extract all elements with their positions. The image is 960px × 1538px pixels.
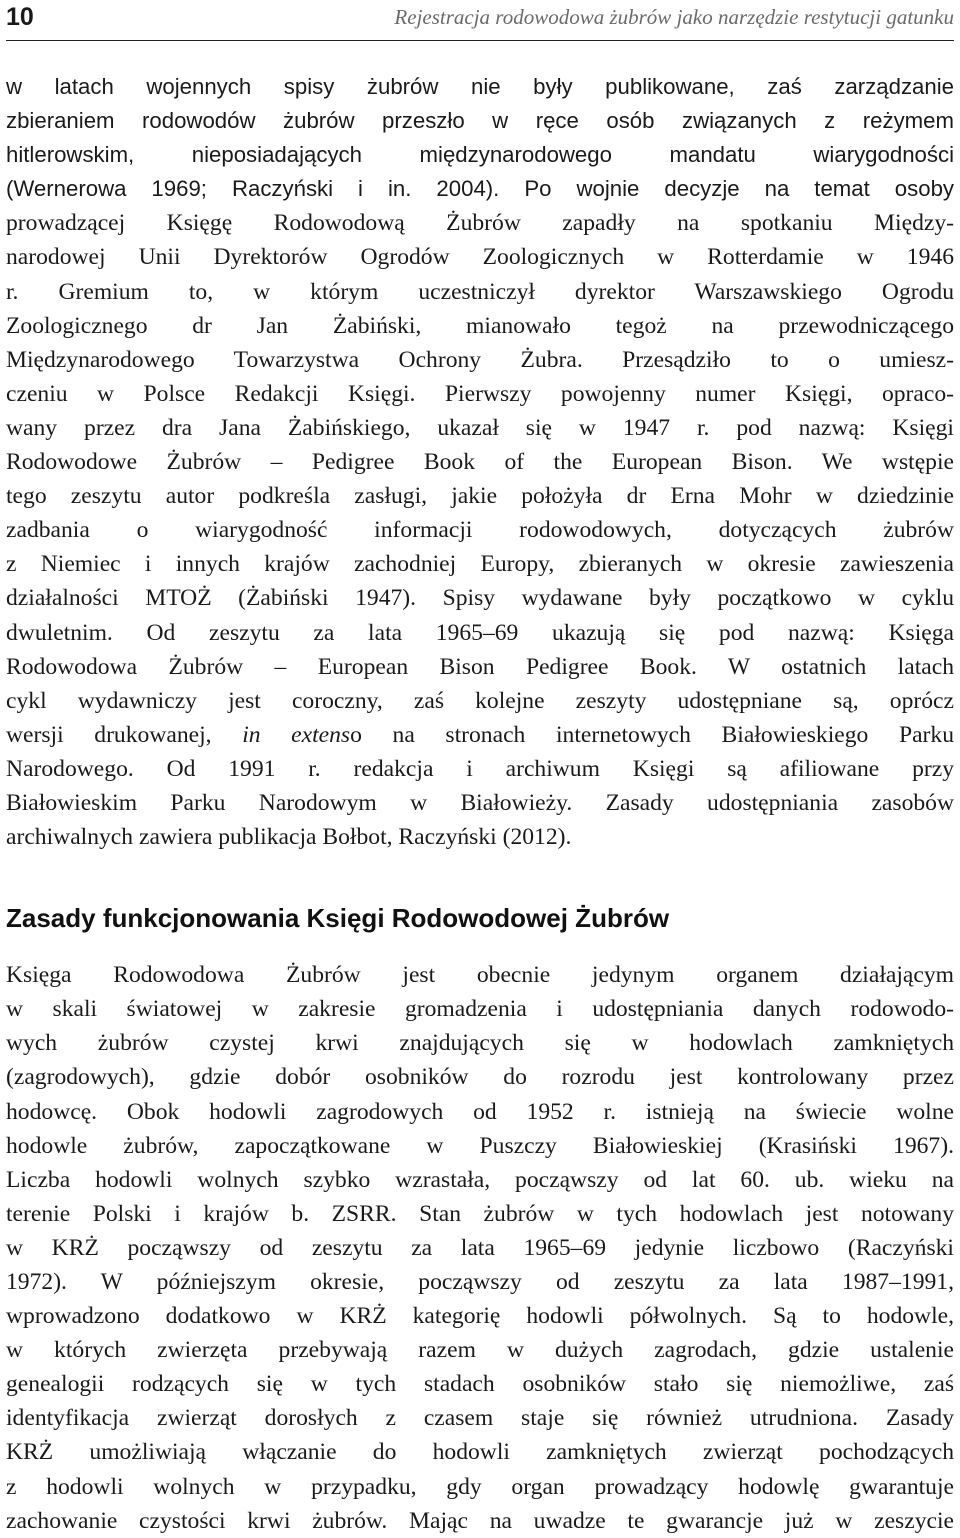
text-line: w latach wojennych spisy żubrów nie były publikowane, zaś zarządzanie: [6, 74, 954, 99]
text-line: 1972). W późniejszym okresie, począwszy od zeszytu za lata 1987–1991,: [6, 1269, 954, 1295]
section-heading: Zasady funkcjonowania Księgi Rodowodowej Żubrów: [6, 903, 670, 934]
text-line: Rodowodowa Żubrów – European Bison Pedigree Book. W ostatnich latach: [6, 653, 954, 680]
text-line: w KRŻ począwszy od zeszytu za lata 1965–69 jedynie liczbowo (Raczyński: [6, 1234, 954, 1261]
text-line: w skali światowej w zakresie gromadzenia i udostępniania danych rodowodo-: [6, 996, 954, 1023]
text-line: czeniu w Polsce Redakcji Księgi. Pierwszy powojenny numer Księgi, opraco-: [6, 380, 954, 407]
text-line: w których zwierzęta przebywają razem w dużych zagrodach, gdzie ustalenie: [6, 1337, 954, 1364]
text-line: Zoologicznego dr Jan Żabiński, mianowało tegoż na przewodniczącego: [6, 312, 954, 339]
text-line: Białowieskim Parku Narodowym w Białowieży. Zasady udostępniania zasobów: [6, 789, 954, 816]
text-line: narodowej Unii Dyrektorów Ogrodów Zoologicznych w Rotterdamie w 1946: [6, 244, 954, 271]
text-line: r. Gremium to, w którym uczestniczył dyrektor Warszawskiego Ogrodu: [6, 278, 954, 305]
text-line: (Wernerowa 1969; Raczyński i in. 2004). Po wojnie decyzje na temat osoby: [6, 176, 954, 202]
text-line: hodowle żubrów, zapoczątkowane w Puszczy Białowieskiej (Krasiński 1967).: [6, 1132, 954, 1159]
text-line: tego zeszytu autor podkreśla zasługi, jakie położyła dr Erna Mohr w dziedzinie: [6, 483, 954, 510]
text-line: dwuletnim. Od zeszytu za lata 1965–69 ukazują się pod nazwą: Księga: [6, 619, 954, 646]
italic-term: in extens: [242, 721, 351, 748]
text-line: terenie Polski i krajów b. ZSRR. Stan żubrów w tych hodowlach jest notowany: [6, 1200, 954, 1227]
text-line: cykl wydawniczy jest coroczny, zaś kolejne zeszyty udostępniane są, oprócz: [6, 687, 954, 714]
text-line: Międzynarodowego Towarzystwa Ochrony Żubra. Przesądziło to o umiesz-: [6, 346, 954, 373]
text-line: wprowadzono dodatkowo w KRŻ kategorię hodowli półwolnych. Są to hodowle,: [6, 1303, 954, 1330]
text-line: KRŻ umożliwiają włączanie do hodowli zamkniętych zwierząt pochodzących: [6, 1439, 954, 1466]
text-line: Liczba hodowli wolnych szybko wzrastała, począwszy od lat 60. ub. wieku na: [6, 1166, 954, 1193]
body-paragraph: [6, 70, 954, 854]
text-line: Księga Rodowodowa Żubrów jest obecnie jedynym organem działającym: [6, 962, 954, 989]
text-line: wych żubrów czystej krwi znajdujących się w hodowlach zamkniętych: [6, 1030, 954, 1057]
text-line: działalności MTOŻ (Żabiński 1947). Spisy wydawane były początkowo w cyklu: [6, 585, 954, 612]
text-line: genealogii rodzących się w tych stadach osobników stało się niemożliwe, zaś: [6, 1371, 954, 1398]
text-line: zachowanie czystości krwi żubrów. Mając na uwadze te gwarancje już w zeszycie: [6, 1507, 954, 1534]
text-line: [6, 718, 954, 752]
running-title: Rejestracja rodowodowa żubrów jako narzędzie restytucji gatunku: [394, 5, 954, 29]
running-header: [6, 0, 954, 41]
text-line: wany przez dra Jana Żabińskiego, ukazał się w 1947 r. pod nazwą: Księgi: [6, 414, 954, 441]
text-run: wersji drukowanej,: [6, 721, 212, 748]
document-page: [6, 0, 954, 1538]
text-run: o na stronach internetowych Białowieskiego Parku: [350, 721, 954, 748]
body-paragraph: [6, 958, 954, 1538]
text-line: z hodowli wolnych w przypadku, gdy organ prowadzący hodowlę gwarantuje: [6, 1473, 954, 1500]
text-line: Rodowodowe Żubrów – Pedigree Book of the European Bison. We wstępie: [6, 449, 954, 476]
text-line: hitlerowskim, nieposiadających międzynarodowego mandatu wiarygodności: [6, 142, 954, 168]
text-line: zbieraniem rodowodów żubrów przeszło w ręce osób związanych z reżymem: [6, 108, 954, 134]
text-line: (zagrodowych), gdzie dobór osobników do rozrodu jest kontrolowany przez: [6, 1064, 954, 1091]
text-line: Narodowego. Od 1991 r. redakcja i archiwum Księgi są afiliowane przy: [6, 755, 954, 782]
text-line: zadbania o wiarygodność informacji rodowodowych, dotyczących żubrów: [6, 517, 954, 544]
text-line: z Niemiec i innych krajów zachodniej Europy, zbieranych w okresie zawieszenia: [6, 551, 954, 578]
text-line: identyfikacja zwierząt dorosłych z czasem staje się również utrudniona. Zasady: [6, 1405, 954, 1432]
text-line: hodowcę. Obok hodowli zagrodowych od 1952 r. istnieją na świecie wolne: [6, 1098, 954, 1125]
text-line: prowadzącej Księgę Rodowodową Żubrów zapadły na spotkaniu Między-: [6, 210, 954, 237]
page-number: 10: [6, 3, 34, 31]
text-line: archiwalnych zawiera publikacja Bołbot, Raczyński (2012).: [6, 824, 572, 851]
